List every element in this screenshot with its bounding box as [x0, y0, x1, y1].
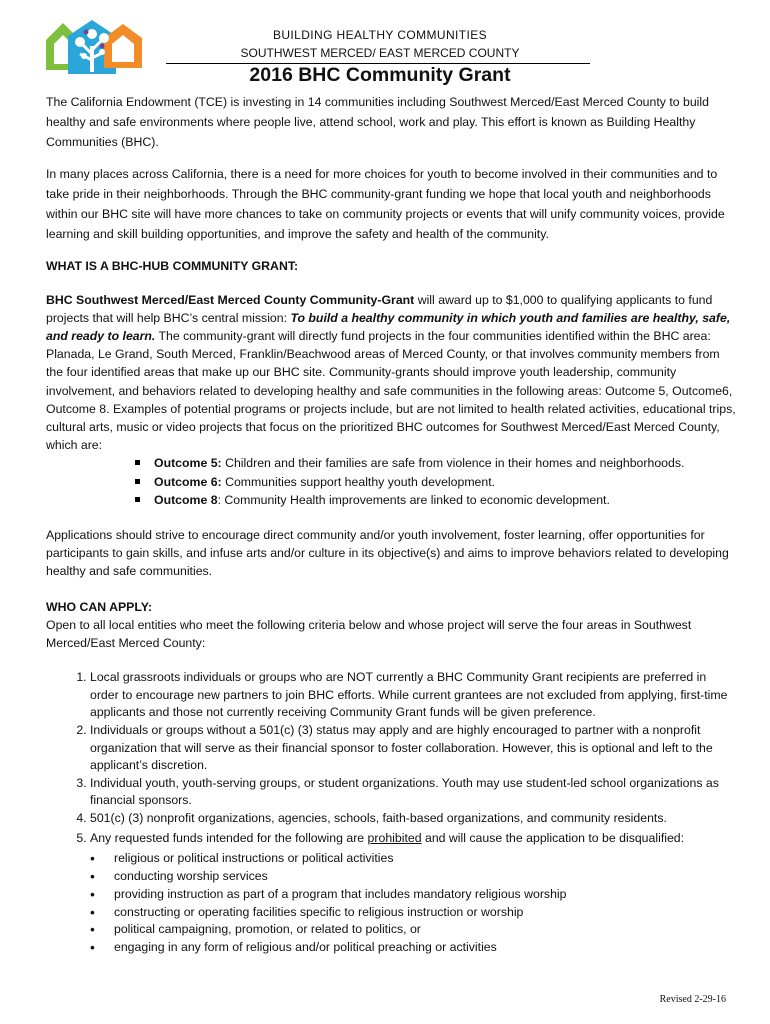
intro-paragraph-1: The California Endowment (TCE) is investing in 14 communities including Southwest Merced/East Merced County to build healthy and safe environments where people live, attend school, work and play. This effort is known as Building Healthy Communities (BHC). [46, 95, 709, 150]
bhc-logo-icon [44, 20, 142, 74]
list-item: • political campaigning, promotion, or related to politics, or [114, 921, 736, 939]
header-line-2: SOUTHWEST MERCED/ EAST MERCED COUNTY [240, 46, 520, 60]
list-item: • engaging in any form of religious and/or political preaching or activities [114, 939, 736, 957]
list-item: Outcome 5: Children and their families are safe from violence in their homes and neighborhoods. [154, 454, 736, 472]
prohibited-list [46, 850, 736, 957]
list-item: 1. Local grassroots individuals or groups who are NOT currently a BHC Community Grant recipients are preferred in order to encourage new partners to join BHC efforts. While current grantees are not excluded from applying, first-time applicants and those not currently receiving Community Grant funds will be given preference. [90, 669, 736, 722]
list-item: • religious or political instructions or political activities [114, 850, 736, 868]
intro-paragraph-2: In many places across California, there is a need for more choices for youth to become involved in their communities and to take pride in their neighborhoods. Through the BHC community-grant funding we hope that local youth and neighborhoods within our BHC site will have more chances to take on community projects or events that will unify community voices, provide learning and skill building opportunities, and improve the safety and health of the community. [46, 166, 725, 242]
who-can-apply-heading: WHO CAN APPLY: [46, 599, 153, 614]
list-item: • conducting worship services [114, 868, 736, 886]
what-is-heading: WHAT IS A BHC-HUB COMMUNITY GRANT: [46, 259, 299, 274]
what-is-paragraph [46, 291, 736, 455]
mission-statement: To build a healthy community in which youth and families are healthy, safe, and ready to learn. [46, 310, 731, 344]
list-item: 5. Any requested funds intended for the following are prohibited and will cause the application to be disqualified: [90, 830, 736, 848]
page-title: 2016 BHC Community Grant [249, 64, 511, 86]
grant-lead-text: will award up to $1,000 to qualifying applicants to fund projects that will help BHC’s central mission: [46, 292, 713, 325]
who-can-apply-intro: Open to all local entities who meet the following criteria below and whose project will serve the four areas in Southwest Merced/East Merced County: [46, 617, 692, 651]
list-item: Outcome 8: Community Health improvements are linked to economic development. [154, 491, 736, 509]
list-item: • constructing or operating facilities specific to religious instruction or worship [114, 904, 736, 922]
prohibited-word: prohibited [367, 830, 422, 845]
list-item: 3. Individual youth, youth-serving groups, or student organizations. Youth may use student-led school organizations as financial sponsors. [90, 775, 736, 810]
document-body [46, 92, 736, 957]
grant-body-text: The community-grant will directly fund projects in the four communities identified within the BHC area: Planada, Le Grand, South Merced, Franklin/Beachwood areas of Merced County, or that involves community members from the four identified areas that make up our BHC site. Community-grants should improve youth leadership, community involvement, and behaviors related to developing healthy and safe communities in the following areas: Outcome 5, Outcome6, Outcome 8. Examples of potential programs or projects include, but are not limited to health related activities, educational trips, cultural arts, music or video projects that focus on the prioritized BHC outcomes for Southwest Merced/East Merced County, which are: [46, 329, 736, 453]
list-item: Outcome 6: Communities support healthy youth development. [154, 473, 736, 491]
applications-paragraph: Applications should strive to encourage direct community and/or youth involvement, foster learning, offer opportunities for participants to gain skills, and infuse arts and/or culture in its objective(s) and aims to improve behaviors related to developing healthy and safe communities. [46, 528, 729, 579]
outcomes-list [46, 454, 736, 509]
list-item: 4. 501(c) (3) nonprofit organizations, agencies, schools, faith-based organizations, and community residents. [90, 810, 736, 828]
eligibility-list [46, 669, 736, 847]
grant-name: BHC Southwest Merced/East Merced County Community-Grant [46, 292, 415, 307]
revision-date: Revised 2-29-16 [659, 994, 726, 1005]
list-item: • providing instruction as part of a program that includes mandatory religious worship [114, 886, 736, 904]
header-line-1: BUILDING HEALTHY COMMUNITIES [272, 28, 488, 42]
list-item: 2. Individuals or groups without a 501(c) (3) status may apply and are highly encouraged to partner with a nonprofit organization that will serve as their financial sponsor to foster collaboration. However, this is optional and left to the applicant’s discretion. [90, 722, 736, 775]
